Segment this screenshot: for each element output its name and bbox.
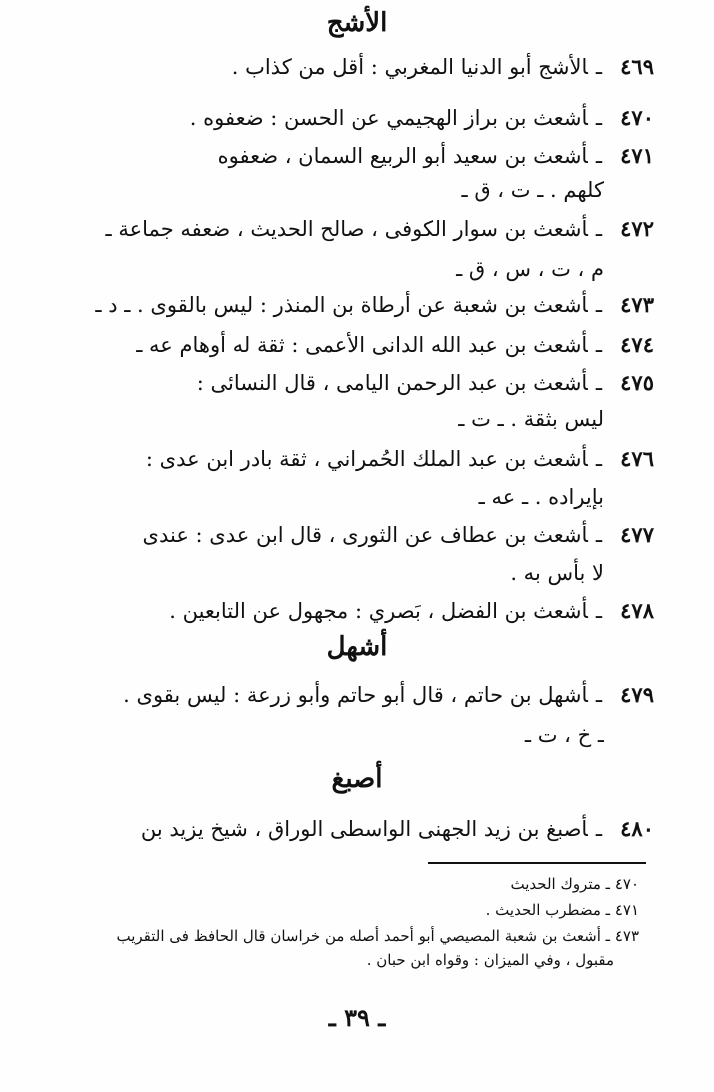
entry-471: ٤٧١ـأشعث بن سعيد أبو الربيع السمان ، ضعفوه <box>60 141 654 171</box>
entry-text: أشهل بن حاتم ، قال أبو حاتم وأبو زرعة : ليس بقوى . <box>123 683 588 707</box>
entry-text: أصبغ بن زيد الجهنى الواسطى الوراق ، شيخ يزيد بن <box>140 817 588 841</box>
entry-text: أشعث بن سوار الكوفى ، صالح الحديث ، ضعفه جماعة ـ <box>105 217 588 241</box>
entry-476-continuation: بإيراده . ـ عه ـ <box>478 485 604 509</box>
section-heading-asbagh: أصبغ <box>331 764 383 794</box>
entry-text: أشعث بن عبد الله الدانى الأعمى : ثقة له أوهام عه ـ <box>136 333 588 357</box>
entry-text: أشعث بن عبد الرحمن اليامى ، قال النسائى : <box>196 371 588 395</box>
entry-470: ٤٧٠ـأشعث بن براز الهجيمي عن الحسن : ضعفوه . <box>60 103 654 133</box>
entry-474: ٤٧٤ـأشعث بن عبد الله الدانى الأعمى : ثقة له أوهام عه ـ <box>60 330 654 360</box>
entry-472-continuation: م ، ت ، س ، ق ـ <box>456 257 604 281</box>
entry-number: ٤٧٦ <box>620 446 654 471</box>
entry-number: ٤٦٩ <box>620 54 654 79</box>
entry-479-continuation: ـ خ ، ت ـ <box>524 723 604 747</box>
footnote-471: ٤٧١ ـ مضطرب الحديث . <box>485 901 639 919</box>
entry-number: ٤٧٨ <box>620 598 654 623</box>
footnote-473-continuation: مقبول ، وفي الميزان : وقواه ابن حبان . <box>366 951 614 969</box>
entry-number: ٤٧٩ <box>620 682 654 707</box>
footnote-470: ٤٧٠ ـ متروك الحديث <box>510 875 639 893</box>
entry-text: أشعث بن الفضل ، بَصري : مجهول عن التابعين . <box>169 599 588 623</box>
entry-472: ٤٧٢ـأشعث بن سوار الكوفى ، صالح الحديث ، ضعفه جماعة ـ <box>60 214 654 244</box>
entry-478: ٤٧٨ـأشعث بن الفضل ، بَصري : مجهول عن التابعين . <box>60 596 654 626</box>
section-heading-ashal: أشهل <box>326 632 388 662</box>
entry-number: ٤٧١ <box>620 143 654 168</box>
entry-475-continuation: ليس بثقة . ـ ت ـ <box>458 407 604 431</box>
entry-469: ٤٦٩ـالأشج أبو الدنيا المغربي : أقل من كذاب . <box>60 52 654 82</box>
entry-475: ٤٧٥ـأشعث بن عبد الرحمن اليامى ، قال النسائى : <box>60 368 654 398</box>
entry-number: ٤٧٧ <box>620 522 654 547</box>
entry-number: ٤٧٥ <box>620 370 654 395</box>
entry-text: أشعث بن سعيد أبو الربيع السمان ، ضعفوه <box>217 144 588 168</box>
entry-number: ٤٧٢ <box>620 216 654 241</box>
entry-476: ٤٧٦ـأشعث بن عبد الملك الحُمراني ، ثقة بادر ابن عدى : <box>60 444 654 474</box>
footnote-473: ٤٧٣ ـ أشعث بن شعبة المصيصي أبو أحمد أصله من خراسان قال الحافظ فى التقريب <box>116 927 639 945</box>
entry-text: أشعث بن عطاف عن الثورى ، قال ابن عدى : عندى <box>142 523 588 547</box>
entry-477-continuation: لا بأس به . <box>510 561 604 585</box>
entry-480: ٤٨٠ـأصبغ بن زيد الجهنى الواسطى الوراق ، شيخ يزيد بن <box>60 814 654 844</box>
entry-number: ٤٨٠ <box>620 816 654 841</box>
entry-text: الأشج أبو الدنيا المغربي : أقل من كذاب . <box>231 55 588 79</box>
entry-text: أشعث بن عبد الملك الحُمراني ، ثقة بادر ابن عدى : <box>145 447 588 471</box>
entry-number: ٤٧٤ <box>620 332 654 357</box>
entry-471-continuation: كلهم . ـ ت ، ق ـ <box>461 178 604 202</box>
entry-number: ٤٧٠ <box>620 105 654 130</box>
entry-479: ٤٧٩ـأشهل بن حاتم ، قال أبو حاتم وأبو زرعة : ليس بقوى . <box>60 680 654 710</box>
section-heading-ashaj: الأشج <box>326 8 388 38</box>
entry-477: ٤٧٧ـأشعث بن عطاف عن الثورى ، قال ابن عدى : عندى <box>60 520 654 550</box>
entry-number: ٤٧٣ <box>620 292 654 317</box>
entry-text: أشعث بن براز الهجيمي عن الحسن : ضعفوه . <box>189 106 588 130</box>
entry-text: أشعث بن شعبة عن أرطاة بن المنذر : ليس بالقوى . ـ د ـ <box>95 293 588 317</box>
footnote-divider <box>428 862 646 864</box>
entry-473: ٤٧٣ـأشعث بن شعبة عن أرطاة بن المنذر : ليس بالقوى . ـ د ـ <box>60 290 654 320</box>
page-number: ـ ٣٩ ـ <box>328 1003 386 1032</box>
